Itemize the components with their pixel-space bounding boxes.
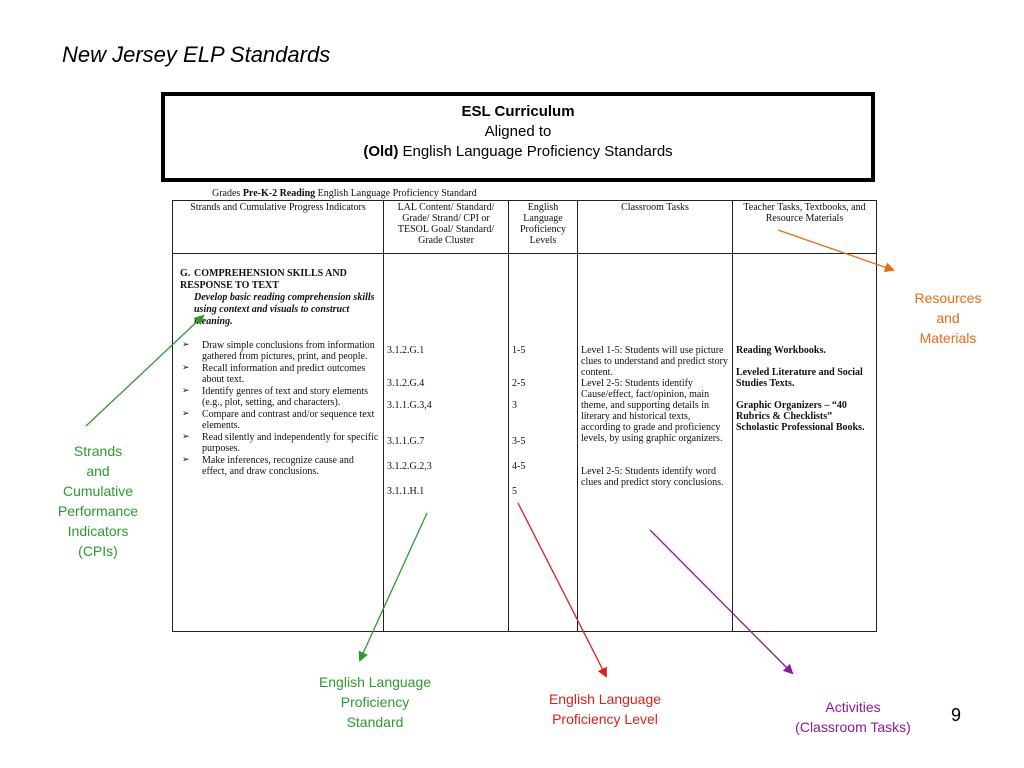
page-number: 9 xyxy=(951,705,962,725)
resources-label-line: Materials xyxy=(919,330,977,346)
standard-code: 3.1.1.H.1 xyxy=(387,486,425,497)
strands-label-line: and xyxy=(86,463,110,479)
esl-box-standards-text: English Language Proficiency Standards xyxy=(398,143,673,160)
standard-code: 3.1.1.G.7 xyxy=(387,436,425,447)
resource-item: Leveled Literature and Social Studies Texts. xyxy=(736,367,863,389)
caption-grade-subject: Pre-K-2 Reading xyxy=(242,188,316,199)
standard-code: 3.1.2.G.2,3 xyxy=(387,461,432,472)
elp-level-label-line: Proficiency Level xyxy=(552,711,658,727)
strands-label-line: (CPIs) xyxy=(78,543,118,559)
strands-label-line: Strands xyxy=(73,443,123,459)
elp-level-label-line: English Language xyxy=(548,691,662,707)
resources-label-line: and xyxy=(936,310,960,326)
proficiency-level: 4-5 xyxy=(512,461,526,472)
esl-box-old-tag: (Old) xyxy=(363,143,399,160)
elp-standard-label-line: Proficiency xyxy=(340,694,410,710)
resources-label-line: Resources xyxy=(914,290,982,306)
classroom-task: Level 2-5: Students identify word clues and predict story conclusions. xyxy=(581,466,724,488)
list-item: ➢ Make inferences, recognize cause and effect, and draw conclusions. xyxy=(176,455,380,477)
standard-code: 3.1.2.G.4 xyxy=(387,378,425,389)
header-classroom-tasks: Classroom Tasks xyxy=(578,201,733,254)
strands-label-line: Performance xyxy=(57,503,139,519)
proficiency-level: 3 xyxy=(512,400,517,411)
activities-arrow xyxy=(650,530,792,673)
resource-item: Graphic Organizers – “40 Rubrics & Checklists” Scholastic Professional Books. xyxy=(736,400,865,433)
caption-suffix: English Language Proficiency Standard xyxy=(315,188,477,199)
proficiency-level: 1-5 xyxy=(512,345,526,356)
section-letter: G. xyxy=(180,268,191,279)
proficiency-level: 2-5 xyxy=(512,378,526,389)
classroom-task: Level 2-5: Students identify Cause/effect, fact/opinion, main theme, and supporting details in literary and historical texts, according to grade and proficiency levels, by using graphic organizers. xyxy=(581,378,723,444)
list-item: ➢ Read silently and independently for specific purposes. xyxy=(176,432,380,454)
esl-box-subtitle: Aligned to xyxy=(484,123,552,140)
strands-label-line: Indicators xyxy=(67,523,129,539)
slide-title: New Jersey ELP Standards xyxy=(62,42,331,67)
list-item: ➢ Recall information and predict outcomes about text. xyxy=(176,363,380,385)
activities-label xyxy=(776,697,930,737)
proficiency-level: 3-5 xyxy=(512,436,526,447)
elp-level-label xyxy=(530,689,680,729)
header-strands: Strands and Cumulative Progress Indicators xyxy=(173,201,384,254)
strands-label xyxy=(42,441,154,561)
proficiency-level: 5 xyxy=(512,486,517,497)
elp-standard-arrow xyxy=(360,513,427,660)
activities-label-line: (Classroom Tasks) xyxy=(795,719,911,735)
section-description: Develop basic reading comprehension skills using context and visuals to construct meaning. xyxy=(194,292,375,327)
activities-label-line: Activities xyxy=(825,699,881,715)
elp-standard-label xyxy=(300,672,450,732)
section-title: COMPREHENSION SKILLS AND RESPONSE TO TEXT xyxy=(180,268,347,291)
esl-box-title: ESL Curriculum xyxy=(461,103,575,120)
elp-standard-label-line: English Language xyxy=(318,674,432,690)
strands-label-line: Cumulative xyxy=(62,483,134,499)
list-item: ➢ Identify genres of text and story elements (e.g., plot, setting, and characters). xyxy=(176,386,380,408)
standard-code: 3.1.1.G.3,4 xyxy=(387,400,432,411)
header-lal-content: LAL Content/ Standard/ Grade/ Strand/ CPI or TESOL Goal/ Standard/ Grade Cluster xyxy=(384,201,509,254)
header-elp-levels: English Language Proficiency Levels xyxy=(509,201,578,254)
caption-prefix: Grades xyxy=(212,188,243,199)
elp-level-arrow xyxy=(518,503,606,676)
classroom-task: Level 1-5: Students will use picture clues to understand and predict story content. xyxy=(581,345,728,378)
list-item: ➢ Draw simple conclusions from information gathered from pictures, print, and people. xyxy=(176,340,380,362)
standard-code: 3.1.2.G.1 xyxy=(387,345,425,356)
list-item: ➢ Compare and contrast and/or sequence text elements. xyxy=(176,409,380,431)
strands-arrow xyxy=(86,316,203,426)
header-teacher-resources: Teacher Tasks, Textbooks, and Resource Materials xyxy=(733,201,877,254)
elp-standard-label-line: Standard xyxy=(346,714,404,730)
resource-item: Reading Workbooks. xyxy=(736,345,826,356)
resources-label xyxy=(900,288,996,348)
resources-arrow xyxy=(778,230,893,270)
